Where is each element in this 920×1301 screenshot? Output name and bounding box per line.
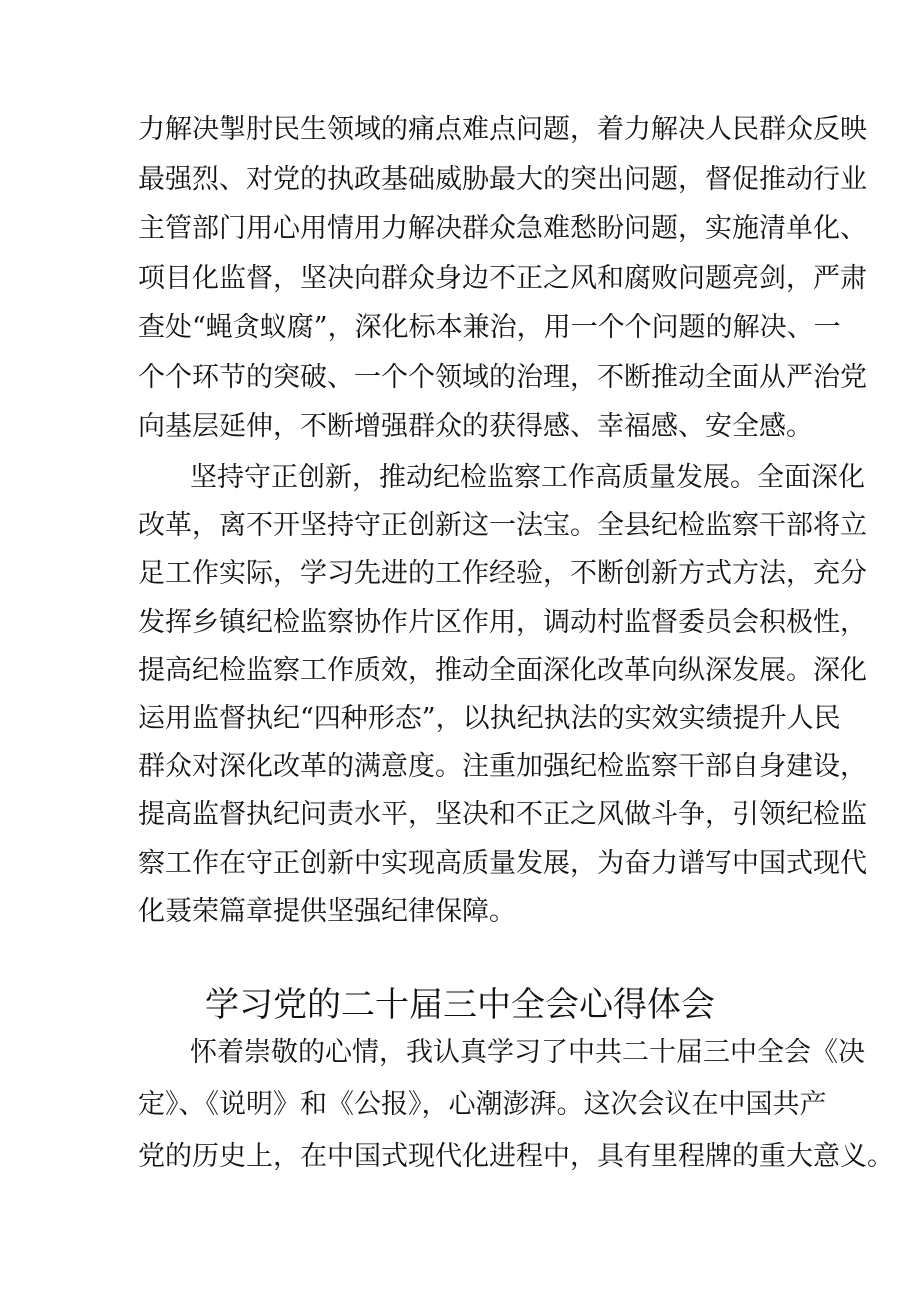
paragraph-line: 定》、《说明》和《公报》，心潮澎湃。这次会议在中国共产 — [138, 1089, 827, 1120]
paragraph-line: 最强烈、对党的执政基础威胁最大的突出问题，督促推动行业 — [138, 163, 867, 195]
paragraph-line: 改革，离不开坚持守正创新这一法宝。全县纪检监察干部将立 — [138, 510, 867, 542]
paragraph-line: 党的历史上，在中国式现代化进程中，具有里程牌的重大意义。 — [138, 1141, 894, 1172]
section-heading: 学习党的二十届三中全会心得体会 — [205, 985, 715, 1025]
paragraph-line: 主管部门用心用情用力解决群众急难愁盼问题，实施清单化、 — [138, 213, 867, 244]
paragraph-line: 运用监督执纪“四种形态”，以执纪执法的实效实绩提升人民 — [138, 703, 841, 734]
paragraph-line: 群众对深化改革的满意度。注重加强纪检监察干部自身建设， — [138, 751, 867, 783]
paragraph-line: 坚持守正创新，推动纪检监察工作高质量发展。全面深化 — [190, 462, 865, 493]
paragraph-line: 足工作实际，学习先进的工作经验，不断创新方式方法，充分 — [138, 558, 867, 590]
paragraph-line: 发挥乡镇纪检监察协作片区作用，调动村监督委员会积极性， — [138, 606, 867, 638]
paragraph-line: 查处“蝇贪蚁腐”，深化标本兼治，用一个个问题的解决、一 — [138, 312, 841, 343]
paragraph-line: 化聂荣篇章提供坚强纪律保障。 — [138, 895, 516, 927]
paragraph-line: 向基层延伸，不断增强群众的获得感、幸福感、安全感。 — [138, 411, 813, 442]
paragraph-line: 项目化监督，坚决向群众身边不正之风和腐败问题亮剑，严肃 — [138, 262, 867, 294]
paragraph-line: 察工作在守正创新中实现高质量发展，为奋力谱写中国式现代 — [138, 847, 867, 879]
paragraph-line: 怀着崇敬的心情，我认真学习了中共二十届三中全会《决 — [190, 1037, 865, 1068]
paragraph-line: 个个环节的突破、一个个领域的治理，不断推动全面从严治党 — [138, 361, 867, 393]
paragraph-line: 提高监督执纪问责水平，坚决和不正之风做斗争，引领纪检监 — [138, 799, 867, 831]
paragraph-line: 力解决掣肘民生领域的痛点难点问题，着力解决人民群众反映 — [138, 114, 867, 145]
paragraph-line: 提高纪检监察工作质效，推动全面深化改革向纵深发展。深化 — [138, 654, 867, 686]
